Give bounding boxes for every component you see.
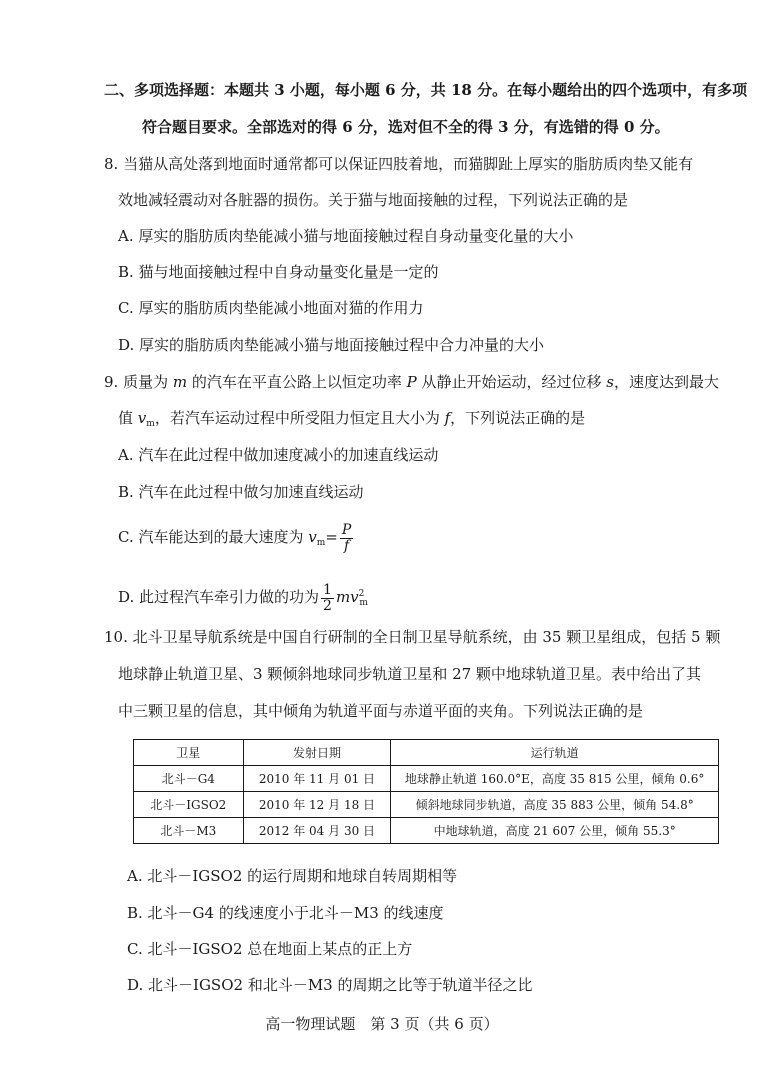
q9-option-b: B. 汽车在此过程中做匀加速直线运动 bbox=[118, 483, 364, 501]
q9-square-exponent: 2 bbox=[358, 589, 365, 599]
q9-text: ，速度达到最大 bbox=[613, 373, 719, 391]
q9-var-v-sub: m bbox=[316, 538, 326, 548]
q9-var-v-sub: m bbox=[359, 598, 368, 608]
table-cell: 中地球轨道，高度 21 607 公里，倾角 55.3° bbox=[391, 818, 719, 844]
q10-stem-line2: 地球静止轨道卫星、3 颗倾斜地球同步轨道卫星和 27 颗中地球轨道卫星。表中给出了其 bbox=[118, 665, 701, 683]
q9-text: ，若汽车运动过程中所受阻力恒定且大小为 bbox=[154, 409, 445, 427]
q10-option-d: D. 北斗－IGSO2 和北斗－M3 的周期之比等于轨道半径之比 bbox=[127, 976, 533, 994]
q10-option-a: A. 北斗－IGSO2 的运行周期和地球自转周期相等 bbox=[127, 867, 458, 885]
q9-fraction-one-half bbox=[321, 583, 334, 614]
table-cell: 北斗－IGSO2 bbox=[134, 792, 244, 818]
q9-mv-term: mv bbox=[335, 588, 359, 606]
q9-var-m: m bbox=[172, 373, 188, 391]
section-heading-line2: 符合题目要求。全部选对的得 6 分，选对但不全的得 3 分，有选错的得 0 分。 bbox=[142, 118, 670, 136]
table-cell: 地球静止轨道 160.0°E，高度 35 815 公里，倾角 0.6° bbox=[391, 766, 719, 792]
q10-stem-line3: 中三颗卫星的信息，其中倾角为轨道平面与赤道平面的夹角。下列说法正确的是 bbox=[118, 702, 644, 720]
fraction-denominator: f bbox=[343, 537, 350, 554]
q8-stem-line2: 效地减轻震动对各脏器的损伤。关于猫与地面接触的过程，下列说法正确的是 bbox=[118, 191, 629, 209]
fraction-numerator: P bbox=[341, 521, 352, 538]
q9-option-d-text: D. 此过程汽车牵引力做的功为 bbox=[118, 588, 320, 606]
satellite-info-table bbox=[133, 739, 719, 844]
q9-option-c-text: C. 汽车能达到的最大速度为 bbox=[118, 528, 309, 546]
q9-text: 的汽车在平直公路上以恒定功率 bbox=[187, 373, 407, 391]
fraction-denominator: 2 bbox=[323, 597, 332, 614]
q9-var-v-sub: m bbox=[146, 419, 155, 429]
table-row bbox=[134, 766, 719, 792]
table-cell: 北斗－G4 bbox=[134, 766, 244, 792]
q9-fraction-p-over-f bbox=[340, 523, 353, 554]
q8-option-b: B. 猫与地面接触过程中自身动量变化量是一定的 bbox=[118, 263, 439, 281]
q9-var-p: P bbox=[406, 373, 417, 391]
fraction-numerator: 1 bbox=[323, 581, 332, 598]
table-cell: 北斗－M3 bbox=[134, 818, 244, 844]
q10-stem-line1: 10. 北斗卫星导航系统是中国自行研制的全日制卫星导航系统，由 35 颗卫星组成，包括 5 颗 bbox=[104, 628, 721, 646]
table-cell: 2010 年 12 月 18 日 bbox=[243, 792, 391, 818]
q9-equals: = bbox=[325, 528, 338, 546]
q9-var-f: f bbox=[444, 409, 451, 427]
q9-option-d bbox=[118, 576, 368, 621]
q9-stem-line1 bbox=[104, 372, 719, 392]
table-header-row bbox=[134, 740, 719, 766]
page-footer: 高一物理试题 第 3 页（共 6 页） bbox=[265, 1015, 499, 1033]
q8-option-c: C. 厚实的脂肪质肉垫能减小地面对猫的作用力 bbox=[118, 299, 424, 317]
table-header-cell: 运行轨道 bbox=[391, 740, 719, 766]
q9-var-v: v bbox=[137, 409, 147, 427]
q9-option-a: A. 汽车在此过程中做加速度减小的加速直线运动 bbox=[118, 446, 439, 464]
q9-stem-line2 bbox=[118, 408, 585, 434]
q8-option-d: D. 厚实的脂肪质肉垫能减小猫与地面接触过程中合力冲量的大小 bbox=[118, 336, 545, 354]
q10-option-c: C. 北斗－IGSO2 总在地面上某点的正上方 bbox=[127, 940, 413, 958]
q8-option-a: A. 厚实的脂肪质肉垫能减小猫与地面接触过程自身动量变化量的大小 bbox=[118, 227, 574, 245]
section-heading-line1: 二、多项选择题：本题共 3 小题，每小题 6 分，共 18 分。在每小题给出的四个选项中，有多项 bbox=[104, 81, 748, 99]
q9-text: 从静止开始运动，经过位移 bbox=[416, 373, 607, 391]
q9-var-v: v bbox=[308, 528, 317, 546]
q9-option-c bbox=[118, 519, 355, 561]
table-cell: 2012 年 04 月 30 日 bbox=[243, 818, 391, 844]
q10-option-b: B. 北斗－G4 的线速度小于北斗－M3 的线速度 bbox=[127, 904, 444, 922]
table-row bbox=[134, 818, 719, 844]
q9-text: 9. 质量为 bbox=[104, 373, 173, 391]
table-header-cell: 发射日期 bbox=[243, 740, 391, 766]
q9-var-s: s bbox=[606, 373, 614, 391]
table-row bbox=[134, 792, 719, 818]
q9-text: ，下列说法正确的是 bbox=[450, 409, 586, 427]
table-header-cell: 卫星 bbox=[134, 740, 244, 766]
table-cell: 2010 年 11 月 01 日 bbox=[243, 766, 391, 792]
q9-text: 值 bbox=[118, 409, 138, 427]
q8-stem-line1: 8. 当猫从高处落到地面时通常都可以保证四肢着地，而猫脚趾上厚实的脂肪质肉垫又能有 bbox=[104, 155, 694, 173]
table-cell: 倾斜地球同步轨道，高度 35 883 公里，倾角 54.8° bbox=[391, 792, 719, 818]
